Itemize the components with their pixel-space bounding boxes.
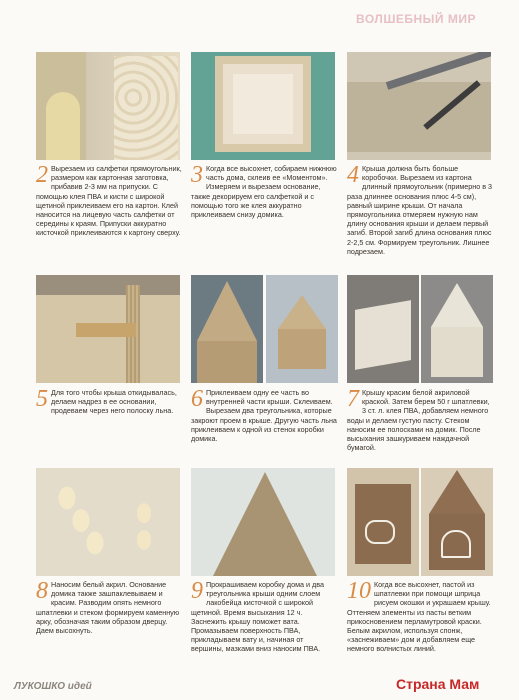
photo-step-10b — [421, 468, 493, 576]
photo-step-6a — [191, 275, 263, 383]
step-2 — [36, 164, 182, 238]
step-6 — [191, 388, 337, 443]
step-number: 10 — [347, 578, 371, 604]
step-number: 5 — [36, 386, 48, 412]
step-text: Для того чтобы крыша откидывалась, делаем надрез в ее основании, продеваем через него полоску льна. — [51, 388, 177, 416]
magazine-logo: ЛУКОШКО идей — [14, 681, 92, 692]
step-number: 8 — [36, 578, 48, 604]
photo-step-6b — [266, 275, 338, 383]
photo-step-3 — [191, 52, 335, 160]
step-text: Вырезаем из салфетки прямоугольник, размером как картонная заготовка, прибавив 2-3 мм на припуски. С помощью клея ПВА и кисти с широкой щетиной приклеиваем его на картон. Клей наносится на лицевую часть салфетки от середины к краям. Припуски аккуратно кисточкой приклеиваются к картону сверху. — [36, 164, 182, 238]
step-text: Крышу красим белой акриловой краской. Затем берем 50 г шпатлевки, 3 ст. л. клея ПВА, добавляем немного воды и делаем густую пасту. Стеком наносим ее полосками на домик. После высыхания зашкуриваем наждачной бумагой. — [347, 388, 490, 453]
watermark: Страна Мам — [396, 676, 480, 692]
step-number: 9 — [191, 578, 203, 604]
step-text: Когда все высохнет, пастой из шпатлевки при помощи шприца рисуем окошки и украшаем крышу. Оттеняем элементы из пасты ветким прикосновением перламутровой краски. Белым акрилом, используя спонж, «заснеживаем» дом и добавляем еще немного волнистых линий. — [347, 580, 491, 654]
step-text: Прокрашиваем коробку дома и два треугольника крыши одним слоем лакобейца кисточкой с широкой щетиной. Время высыхания 12 ч. Заснежить крышу поможет вата. Промазываем поверхность ПВА, прикладываем вату и, начиная от вершины, мазками вниз наносим ПВА. — [191, 580, 324, 654]
step-number: 6 — [191, 386, 203, 412]
step-10 — [347, 580, 493, 654]
photo-step-5 — [36, 275, 180, 383]
step-text: Крыша должна быть больше коробочки. Вырезаем из картона длинный прямоугольник (примерно в 3 раза длиннее основания плюс 4-5 см), равный ширине крыши. От начала прямоугольника отмеряем нужную нам длину основания крыши и делаем первый загиб. Второй загиб длина основания плюс 2-2,5 см. Формируем треугольник. Лишнее подрезаем. — [347, 164, 493, 256]
step-number: 3 — [191, 162, 203, 188]
photo-step-9 — [191, 468, 335, 576]
photo-step-4 — [347, 52, 491, 160]
step-number: 2 — [36, 162, 48, 188]
photo-step-2 — [36, 52, 180, 160]
step-number: 4 — [347, 162, 359, 188]
step-3 — [191, 164, 337, 219]
photo-step-10a — [347, 468, 419, 576]
step-7 — [347, 388, 493, 452]
step-number: 7 — [347, 386, 359, 412]
step-text: Наносим белый акрил. Основание домика также зашпаклевываем и красим. Разводим опять немного шпатлевки и стеком формируем каменную арку, обозначая таким образом дверцу. Даем высохнуть. — [36, 580, 180, 636]
step-text: Приклеиваем одну ее часть во внутренней части крыши. Склеиваем. Вырезаем два треугольника, которые закроют проем в крыше. Другую часть льна приклеиваем к одной из стенок коробки домика. — [191, 388, 337, 444]
step-4 — [347, 164, 493, 256]
photo-step-7a — [347, 275, 419, 383]
photo-step-8 — [36, 468, 180, 576]
photo-step-7b — [421, 275, 493, 383]
step-text: Когда все высохнет, собираем нижнюю часть дома, склеив ее «Моментом». Измеряем и вырезаем основание, также декорируем его салфеткой и с помощью того же клея аккуратно приклеиваем снизу домика. — [191, 164, 337, 220]
step-5 — [36, 388, 182, 416]
section-header: ВОЛШЕБНЫЙ МИР — [356, 12, 477, 26]
step-9 — [191, 580, 337, 654]
step-8 — [36, 580, 182, 635]
